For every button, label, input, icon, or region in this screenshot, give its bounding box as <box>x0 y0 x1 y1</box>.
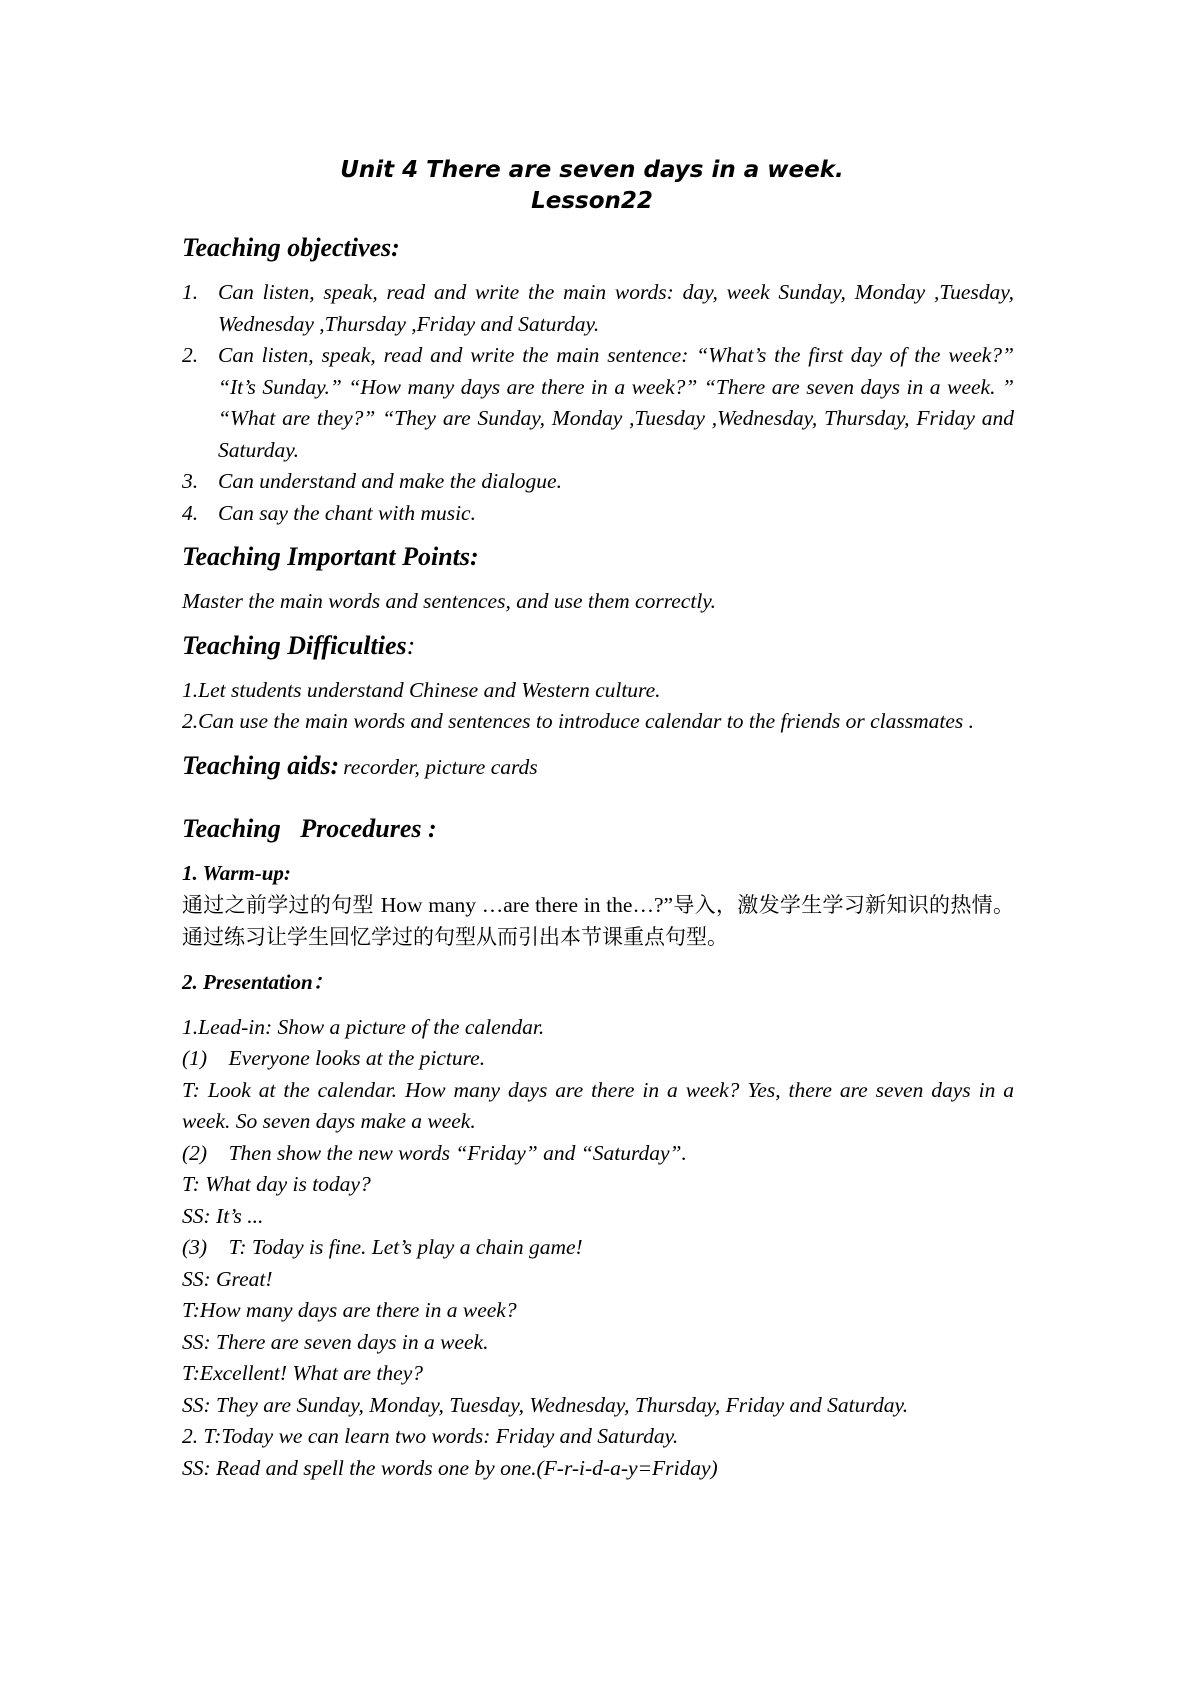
objective-text: Can listen, speak, read and write the main sentence: “What’s the first day of the week?” “It’s Sunday.” “How many days are there in a week?” “There are seven days in a week. ” “What are they?” “They are Sunday, Monday ,Tuesday ,Wednesday, Thursday, Friday and Saturday. <box>218 343 1014 462</box>
presentation-line: 1.Lead-in: Show a picture of the calendar. <box>182 1014 545 1039</box>
objective-item <box>182 498 1014 530</box>
presentation-line: T: What day is today? <box>182 1172 371 1196</box>
warmup-text-b: 导入，激发学生学习新知识的热情。通过练习让学生回忆学过的句型从而引出本节课重点句型。 <box>182 892 1014 949</box>
presentation-line: SS: Read and spell the words one by one.(F-r-i-d-a-y=Friday) <box>182 1455 718 1480</box>
objectives-heading: Teaching objectives: <box>182 233 400 262</box>
presentation-line: T:How many days are there in a week? <box>182 1298 517 1322</box>
objective-number: 4. <box>182 500 199 525</box>
difficulty-item: 1.Let students understand Chinese and Western culture. <box>182 677 661 702</box>
presentation-line: T: Look at the calendar. How many days are there in a week? Yes, there are seven days in a week. So seven days make a week. <box>182 1077 1014 1133</box>
lesson-title: Lesson22 <box>531 188 653 214</box>
objective-item <box>182 277 1014 340</box>
presentation-line: (3) T: Today is fine. Let’s play a chain game! <box>182 1235 583 1259</box>
objectives-list <box>182 277 1014 529</box>
presentation-line: T:Excellent! What are they? <box>182 1361 423 1385</box>
important-points-text: Master the main words and sentences, and use them correctly. <box>182 589 717 613</box>
presentation-line: SS: They are Sunday, Monday, Tuesday, Wednesday, Thursday, Friday and Saturday. <box>182 1392 909 1417</box>
presentation-line: SS: Great! <box>182 1266 273 1291</box>
presentation-line: SS: It’s ... <box>182 1203 264 1228</box>
unit-title: Unit 4 There are seven days in a week. <box>340 157 844 183</box>
teaching-aids-label: Teaching aids: <box>182 750 340 780</box>
warmup-text-a: 通过之前学过的句型 <box>182 892 374 917</box>
teaching-aids-value: recorder, picture cards <box>343 754 538 779</box>
presentation-line: 2. T:Today we can learn two words: Friday and Saturday. <box>182 1424 679 1448</box>
warmup-text-en: How many …are there in the…?” <box>380 892 674 917</box>
presentation-heading: 2. Presentation： <box>182 969 334 994</box>
warmup-text <box>182 889 1014 953</box>
important-points-heading: Teaching Important Points: <box>182 542 479 571</box>
document-title <box>182 155 1014 217</box>
difficulties-heading-text: Teaching Difficulties <box>182 630 407 660</box>
presentation-line: SS: There are seven days in a week. <box>182 1329 489 1354</box>
presentation-line: (1) Everyone looks at the picture. <box>182 1046 486 1070</box>
presentation-line: (2) Then show the new words “Friday” and “Saturday”. <box>182 1140 687 1165</box>
objective-item <box>182 466 1014 498</box>
procedures-heading: Teaching Procedures : <box>182 813 437 843</box>
objective-number: 2. <box>182 343 199 367</box>
difficulty-item: 2.Can use the main words and sentences to introduce calendar to the friends or classmates . <box>182 709 975 733</box>
warmup-heading: 1. Warm-up: <box>182 860 291 885</box>
difficulties-heading <box>182 629 1014 663</box>
teaching-aids <box>182 749 1014 787</box>
objective-number: 3. <box>182 469 199 493</box>
objective-text: Can say the chant with music. <box>218 500 476 525</box>
difficulties-heading-colon: : <box>406 630 416 660</box>
objective-item <box>182 340 1014 466</box>
objective-text: Can understand and make the dialogue. <box>218 469 562 493</box>
objective-text: Can listen, speak, read and write the main words: day, week Sunday, Monday ,Tuesday, Wednesday ,Thursday ,Friday and Saturday. <box>218 280 1014 336</box>
document-page <box>182 155 1014 1484</box>
objective-number: 1. <box>182 280 199 304</box>
presentation-body <box>182 1012 1014 1485</box>
